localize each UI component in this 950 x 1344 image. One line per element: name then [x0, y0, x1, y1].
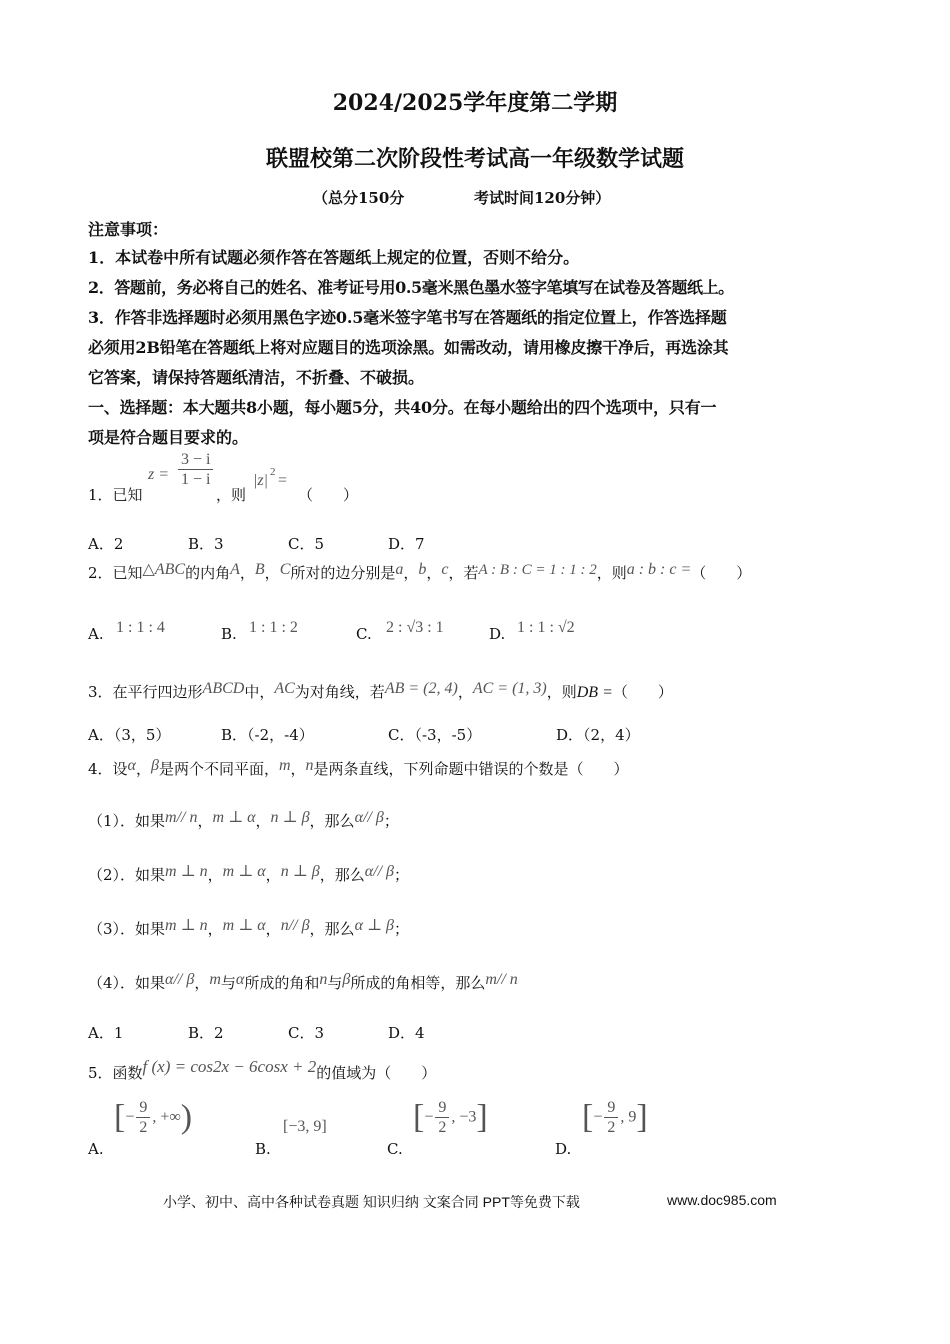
q3-text-2: 中，: [244, 683, 275, 701]
question-5-stem: [88, 1057, 437, 1083]
footer-text: 小学、初中、高中各种试卷真题 知识归纳 文案合同 PPT等免费下载: [163, 1194, 580, 1210]
q3-option-c: C．（-3，-5）: [388, 726, 482, 744]
q4-s4-line-m: m: [209, 971, 221, 988]
q4-s4-alpha: α: [235, 971, 245, 988]
q3-text-1: 3．在平行四边形: [88, 683, 203, 701]
q4-text-1: 4．设: [88, 760, 128, 778]
q3-comma: ，: [457, 683, 473, 701]
q4-s2-label: （2）．如果: [88, 866, 166, 884]
q5-d-minus: −: [593, 1108, 603, 1126]
q5-a-fraction: [136, 1098, 150, 1137]
q4-option-c: C．3: [288, 1024, 325, 1042]
q5-a-left-bracket: [: [114, 1098, 126, 1136]
section-1-intro-line1: 一、选择题：本大题共8小题，每小题5分，共40分。在每小题给出的四个选项中，只有一: [88, 398, 717, 417]
question-2-stem: [88, 562, 751, 583]
q2-option-a-label: A.: [88, 625, 104, 643]
q2-triangle: △ABC: [142, 561, 186, 578]
q2-comma-3: ，: [403, 564, 419, 582]
q3-vector-ac: AC = (1, 3): [472, 680, 547, 697]
q4-s4-line-n: n: [319, 971, 328, 988]
q3-parallelogram: ABCD: [202, 680, 245, 697]
q4-s3-comma-1: ，: [207, 920, 223, 938]
q4-option-a: A．1: [88, 1024, 124, 1042]
q2-option-d: 1 : 1 : √2: [517, 619, 575, 636]
q4-s4-end: 所成的角相等，那么: [350, 974, 486, 992]
q5-option-b-label: B.: [255, 1140, 271, 1158]
q5-a-denominator: 2: [139, 1119, 148, 1137]
q4-s3-label: （3）．如果: [88, 920, 166, 938]
q4-statement-4: [88, 972, 518, 993]
q2-side-ratio: a : b : c =: [626, 561, 692, 578]
q2-option-c-label: C.: [356, 625, 372, 643]
q3-option-a: A．（3，5）: [88, 726, 171, 744]
q2-answer-blank: （ ）: [691, 564, 752, 582]
q4-s1-then: ，那么: [309, 812, 355, 830]
q5-a-right-paren: ): [180, 1098, 193, 1136]
q4-s2-cond-a: m ⊥ n: [165, 863, 208, 880]
q2-angle-b: B: [254, 561, 265, 578]
q1-fraction: [178, 450, 213, 489]
exam-duration: 考试时间120分钟）: [474, 189, 611, 207]
q5-option-c-label: C.: [387, 1140, 403, 1158]
q4-s1-label: （1）．如果: [88, 812, 166, 830]
q3-diagonal: AC: [274, 680, 295, 697]
q5-option-d-label: D.: [555, 1140, 572, 1158]
q4-s3-cond-a: m ⊥ n: [165, 917, 208, 934]
q4-s1-cond-c: n ⊥ β: [270, 809, 310, 826]
q2-option-b-label: B.: [221, 625, 237, 643]
q5-c-denominator: 2: [438, 1119, 447, 1137]
q4-s2-comma-1: ，: [207, 866, 223, 884]
q5-a-minus: −: [125, 1108, 135, 1126]
q4-s1-conclusion: α// β: [354, 809, 384, 826]
q2-comma-4: ，: [426, 564, 442, 582]
q2-angle-a: A: [230, 561, 240, 578]
q5-d-denominator: 2: [607, 1119, 616, 1137]
note-2: 2．答题前，务必将自己的姓名、准考证号用0.5毫米黑色墨水签字笔填写在试卷及答题纸上。: [88, 278, 734, 297]
q1-option-d: D．7: [388, 535, 425, 553]
q4-s2-cond-b: m ⊥ α: [222, 863, 266, 880]
q4-statement-3: [88, 918, 409, 939]
q4-s1-comma-1: ，: [197, 812, 213, 830]
q4-s3-cond-c: n// β: [280, 917, 310, 934]
q4-plane-beta: β: [150, 757, 159, 774]
q3-option-d: D．（2，4）: [556, 726, 640, 744]
q4-s4-with-2: 与: [327, 974, 343, 992]
q4-comma-2: ，: [290, 760, 306, 778]
q2-comma-2: ，: [264, 564, 280, 582]
q3-vector-db: DB =: [576, 684, 613, 701]
q4-comma-1: ，: [135, 760, 151, 778]
q4-plane-alpha: α: [127, 757, 136, 774]
q5-c-fraction: [435, 1098, 449, 1137]
note-3-line3: 它答案，请保持答题纸清洁，不折叠、不破损。: [88, 368, 425, 387]
q1-then: ，则: [216, 486, 247, 504]
exam-title-line2: 联盟校第二次阶段性考试高一年级数学试题: [265, 146, 684, 172]
q4-s3-semicolon: ；: [393, 920, 409, 938]
q4-option-b: B．2: [188, 1024, 224, 1042]
q4-option-d: D．4: [388, 1024, 425, 1042]
q5-text-1: 5．函数: [88, 1064, 143, 1082]
q4-s3-cond-b: m ⊥ α: [222, 917, 266, 934]
footer-url[interactable]: www.doc985.com: [667, 1192, 777, 1208]
q4-s4-conclusion: m// n: [485, 971, 518, 988]
q5-option-c: [413, 1098, 488, 1148]
q3-text-4: ，则: [546, 683, 577, 701]
q4-s4-with-1: 与: [220, 974, 236, 992]
q1-option-b: B．3: [188, 535, 224, 553]
q4-s2-comma-2: ，: [265, 866, 281, 884]
q2-side-a: a: [395, 561, 404, 578]
q5-option-a: [114, 1098, 192, 1148]
q4-text-3: 是两条直线，下列命题中错误的个数是（ ）: [313, 760, 629, 778]
q2-text-3: 所对的边分别是: [290, 564, 396, 582]
q2-comma-1: ，: [239, 564, 255, 582]
q5-option-b: [283, 1118, 327, 1136]
q4-s2-then: ，那么: [319, 866, 365, 884]
q5-d-right-bracket: ]: [636, 1098, 648, 1136]
q1-option-c: C．5: [288, 535, 325, 553]
q4-statement-2: [88, 864, 409, 885]
q2-angle-ratio: A : B : C = 1 : 1 : 2: [478, 562, 597, 578]
question-4-stem: [88, 758, 629, 779]
note-3-line1: 3．作答非选择题时必须用黑色字迹0.5毫米签字笔书写在答题纸的指定位置上，作答选择题: [88, 308, 727, 327]
q4-s1-cond-a: m// n: [165, 809, 198, 826]
q5-option-a-label: A.: [88, 1140, 104, 1158]
q4-statement-1: [88, 810, 399, 831]
q4-s4-comma: ，: [194, 974, 210, 992]
q5-c-tail: , −3: [451, 1108, 477, 1126]
q5-a-tail: , +∞: [152, 1108, 181, 1126]
q4-s3-then: ，那么: [309, 920, 355, 938]
q4-line-m: m: [278, 757, 291, 774]
q5-d-left-bracket: [: [582, 1098, 594, 1136]
q1-answer-blank: （ ）: [298, 486, 359, 504]
q4-s2-semicolon: ；: [393, 866, 409, 884]
q4-s1-cond-b: m ⊥ α: [212, 809, 256, 826]
q1-denominator: 1 − i: [181, 471, 211, 489]
question-1-stem: [88, 450, 359, 504]
q1-prefix: 1．已知: [88, 486, 143, 504]
q3-text-3: 为对角线，若: [294, 683, 385, 701]
q2-side-c: c: [441, 561, 449, 578]
q5-text-2: 的值域为（ ）: [316, 1064, 437, 1082]
q1-equals: =: [278, 472, 288, 489]
q2-text-2: 的内角: [185, 564, 231, 582]
q2-side-b: b: [418, 561, 427, 578]
note-3-line2: 必须用2B铅笔在答题纸上将对应题目的选项涂黑。如需改动，请用橡皮擦干净后，再选涂其: [88, 338, 729, 357]
q2-text-4: ，若: [448, 564, 479, 582]
exam-title-line1: 2024/2025学年度第二学期: [332, 90, 618, 116]
q1-option-a: A．2: [88, 535, 124, 553]
notes-heading: 注意事项：: [88, 220, 169, 239]
section-1-intro-line2: 项是符合题目要求的。: [88, 428, 249, 447]
q5-b-left-bracket: [: [283, 1118, 289, 1135]
q5-b-interval: −3, 9: [288, 1118, 322, 1135]
q2-option-b: 1 : 1 : 2: [249, 619, 298, 636]
q3-answer-blank: （ ）: [612, 683, 673, 701]
q5-c-right-bracket: ]: [476, 1098, 488, 1136]
q4-s2-cond-c: n ⊥ β: [280, 863, 320, 880]
q2-option-d-label: D.: [489, 625, 506, 643]
q4-s4-beta: β: [342, 971, 351, 988]
q4-s2-conclusion: α// β: [364, 863, 394, 880]
exam-total-score: （总分150分: [313, 189, 405, 207]
q5-c-left-bracket: [: [413, 1098, 425, 1136]
q5-c-minus: −: [424, 1108, 434, 1126]
q4-s3-comma-2: ，: [265, 920, 281, 938]
q4-s1-semicolon: ；: [383, 812, 399, 830]
q5-a-numerator: 9: [136, 1098, 150, 1118]
q5-b-right-bracket: ]: [321, 1118, 327, 1135]
q1-modulus: |z|: [253, 472, 269, 489]
q4-text-2: 是两个不同平面，: [158, 760, 279, 778]
q4-s4-middle: 所成的角和: [244, 974, 320, 992]
q3-option-b: B．（-2，-4）: [221, 726, 314, 744]
q5-d-numerator: 9: [604, 1098, 618, 1118]
q1-z-equals: z =: [148, 466, 170, 483]
q2-angle-c: C: [279, 561, 291, 578]
q4-s1-comma-2: ，: [255, 812, 271, 830]
question-3-stem: [88, 681, 673, 702]
q5-function: f (x) = cos2x − 6cosx + 2: [142, 1057, 317, 1076]
note-1: 1．本试卷中所有试题必须作答在答题纸上规定的位置，否则不给分。: [88, 248, 580, 267]
q2-text-1: 2．已知: [88, 564, 143, 582]
q5-d-tail: , 9: [620, 1108, 637, 1126]
q4-s4-cond-a: α// β: [165, 971, 195, 988]
q5-c-numerator: 9: [435, 1098, 449, 1118]
q3-vector-ab: AB = (2, 4): [384, 680, 458, 697]
q1-exponent: 2: [270, 466, 276, 478]
q2-option-c: 2 : √3 : 1: [386, 619, 444, 636]
q2-text-5: ，则: [596, 564, 627, 582]
q4-s4-label: （4）．如果: [88, 974, 166, 992]
q5-d-fraction: [604, 1098, 618, 1137]
q1-numerator: 3 − i: [178, 450, 213, 470]
q4-s3-conclusion: α ⊥ β: [354, 917, 394, 934]
q4-line-n: n: [305, 757, 314, 774]
q5-option-d: [582, 1098, 648, 1148]
q2-option-a: 1 : 1 : 4: [116, 619, 165, 636]
